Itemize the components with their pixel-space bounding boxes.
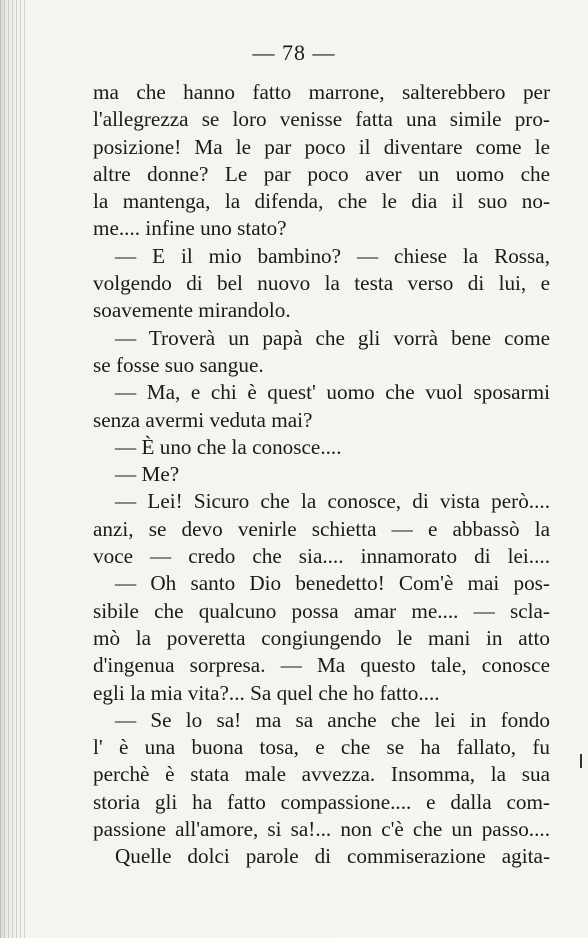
text-line: — E il mio bambino? — chiese la Rossa,	[115, 243, 550, 268]
text-line: egli la mia vita?... Sa quel che ho fatto....	[93, 680, 440, 705]
body-text	[93, 79, 550, 871]
text-line: la mantenga, la difenda, che le dia il suo no-	[93, 189, 550, 214]
margin-mark	[580, 754, 582, 768]
text-line: mò la poveretta congiungendo le mani in atto	[93, 625, 550, 650]
text-line: se fosse suo sangue.	[93, 352, 264, 377]
text-line: — Ma, e chi è quest' uomo che vuol sposarmi	[115, 380, 550, 405]
text-line: anzi, se devo venirle schietta — e abbassò la	[93, 516, 550, 541]
page-binding-edge	[0, 0, 26, 938]
text-line: — Me?	[115, 462, 180, 487]
text-line: posizione! Ma le par poco il diventare come le	[93, 134, 550, 159]
text-line: d'ingenua sorpresa. — Ma questo tale, conosce	[93, 653, 550, 678]
text-line: sibile che qualcuno possa amar me.... — scla-	[93, 598, 550, 623]
text-line: senza avermi veduta mai?	[93, 407, 313, 432]
text-line: — Oh santo Dio benedetto! Com'è mai pos-	[115, 571, 550, 596]
text-line: altre donne? Le par poco aver un uomo che	[93, 161, 550, 186]
text-line: ma che hanno fatto marrone, salterebbero per	[93, 80, 550, 104]
text-line: — Troverà un papà che gli vorrà bene come	[115, 325, 550, 350]
text-line: l'allegrezza se loro venisse fatta una simile pro-	[93, 107, 550, 132]
text-line: Quelle dolci parole di commiserazione agita-	[115, 844, 550, 869]
text-line: — È uno che la conosce....	[115, 434, 342, 459]
text-line: l' è una buona tosa, e che se ha fallato, fu	[93, 735, 550, 760]
text-line: — Se lo sa! ma sa anche che lei in fondo	[115, 707, 550, 732]
text-line: storia gli ha fatto compassione.... e dalla com-	[93, 789, 550, 814]
text-line: voce — credo che sia.... innamorato di lei....	[93, 544, 550, 569]
text-line: soavemente mirandolo.	[93, 298, 291, 323]
text-line: — Lei! Sicuro che la conosce, di vista però....	[115, 489, 550, 514]
text-line: passione all'amore, si sa!... non c'è che un passo....	[93, 817, 550, 842]
page-number: — 78 —	[252, 40, 336, 65]
text-line: me.... infine uno stato?	[93, 216, 287, 241]
text-line: volgendo di bel nuovo la testa verso di lui, e	[93, 271, 550, 296]
text-line: perchè è stata male avvezza. Insomma, la sua	[93, 762, 550, 787]
